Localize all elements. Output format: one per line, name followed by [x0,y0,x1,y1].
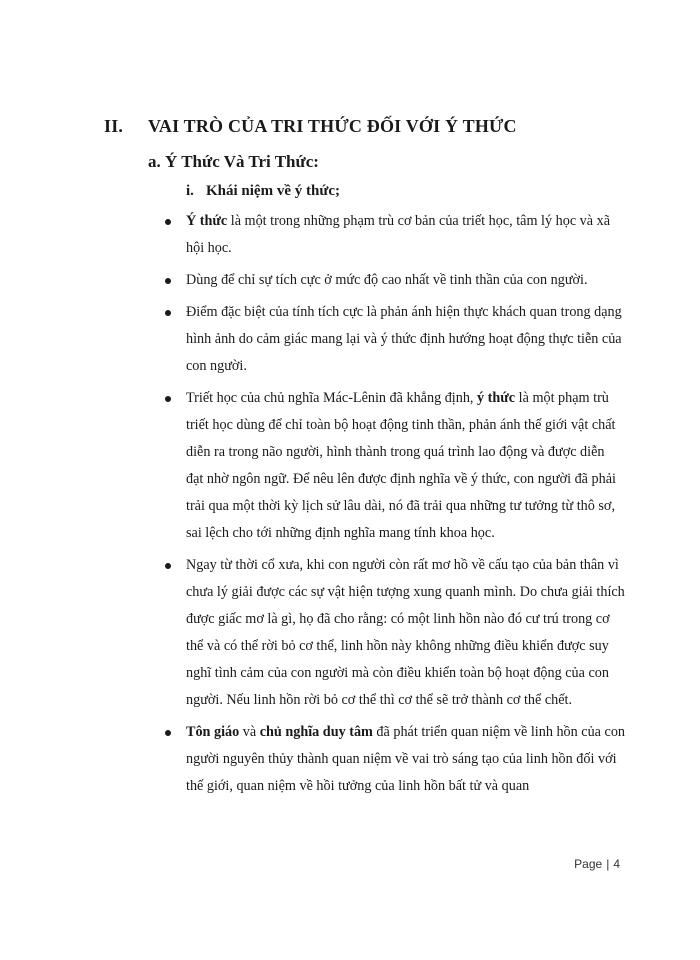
item-text: Ngay từ thời cổ xưa, khi con người còn rất mơ hồ về cấu tạo của bản thân vì chưa lý giải được các sự vật hiện tượng xung quanh mình. Do chưa giải thích được giấc mơ là gì, họ đã cho rằng: có một linh hồn nào đó cư trú trong cơ thể và có thể rời bỏ cơ thể, linh hồn này không những điều khiển được suy nghĩ tình cảm của con người mà còn điều khiển toàn bộ hoạt động của con người. Nếu linh hồn rời bỏ cơ thể thì cơ thể sẽ trở thành cơ thể chết. [186,557,625,708]
sub-subsection-number: i. [186,183,194,199]
section-heading [104,116,517,137]
bullet-icon [165,396,171,402]
page-label: Page [574,857,603,871]
item-text: đã phát triển quan niệm về linh hồn của con người nguyên thủy thành quan niệm về vai trò sáng tạo của linh hồn đối với thế giới, quan niệm về hồi tưởng của linh hồn bất tử và quan [186,724,626,794]
list-item [160,299,625,380]
bullet-list [160,208,625,805]
item-text: là một phạm trù triết học dùng để chỉ toàn bộ hoạt động tinh thần, phản ánh thế giới vật chất diễn ra trong não người, hình thành trong quá trình lao động và được diễn đạt nhờ ngôn ngữ. Để nêu lên được định nghĩa về ý thức, con người đã phải trải qua một thời kỳ lịch sử lâu dài, nó đã trải qua những tư tưởng từ thô sơ, sai lệch cho tới những định nghĩa mang tính khoa học. [186,390,616,541]
sub-subsection-title: Khái niệm về ý thức; [206,183,340,199]
subsection-heading: a. Ý Thức Và Tri Thức: [148,152,319,171]
page-separator: | [606,857,610,871]
list-item [160,208,625,262]
bullet-icon [165,730,171,736]
sub-subsection-heading [186,183,340,200]
page-number: 4 [613,857,620,871]
bullet-icon [165,310,171,316]
section-title: VAI TRÒ CỦA TRI THỨC ĐỐI VỚI Ý THỨC [148,116,517,136]
section-number: II. [104,116,124,136]
bold-term: Tôn giáo [186,724,240,740]
list-item [160,552,625,714]
bullet-icon [165,219,171,225]
item-text: Điểm đặc biệt của tính tích cực là phản ánh hiện thực khách quan trong dạng hình ảnh do cảm giác mang lại và ý thức định hướng hoạt động thực tiễn của con người. [186,304,622,374]
bullet-icon [165,278,171,284]
bold-term: ý thức [477,390,516,406]
list-item [160,719,625,800]
item-text-connector: và [239,724,260,740]
list-item [160,385,625,547]
bold-term: Ý thức [186,213,228,229]
bold-term: chủ nghĩa duy tâm [259,724,373,740]
list-item [160,267,625,294]
bullet-icon [165,563,171,569]
page-footer [574,857,620,871]
item-text: Dùng để chỉ sự tích cực ở mức độ cao nhất về tinh thần của con người. [186,272,588,288]
item-text: là một trong những phạm trù cơ bản của triết học, tâm lý học và xã hội học. [186,213,610,256]
item-text-pre: Triết học của chủ nghĩa Mác-Lênin đã khẳng định, [186,390,478,406]
